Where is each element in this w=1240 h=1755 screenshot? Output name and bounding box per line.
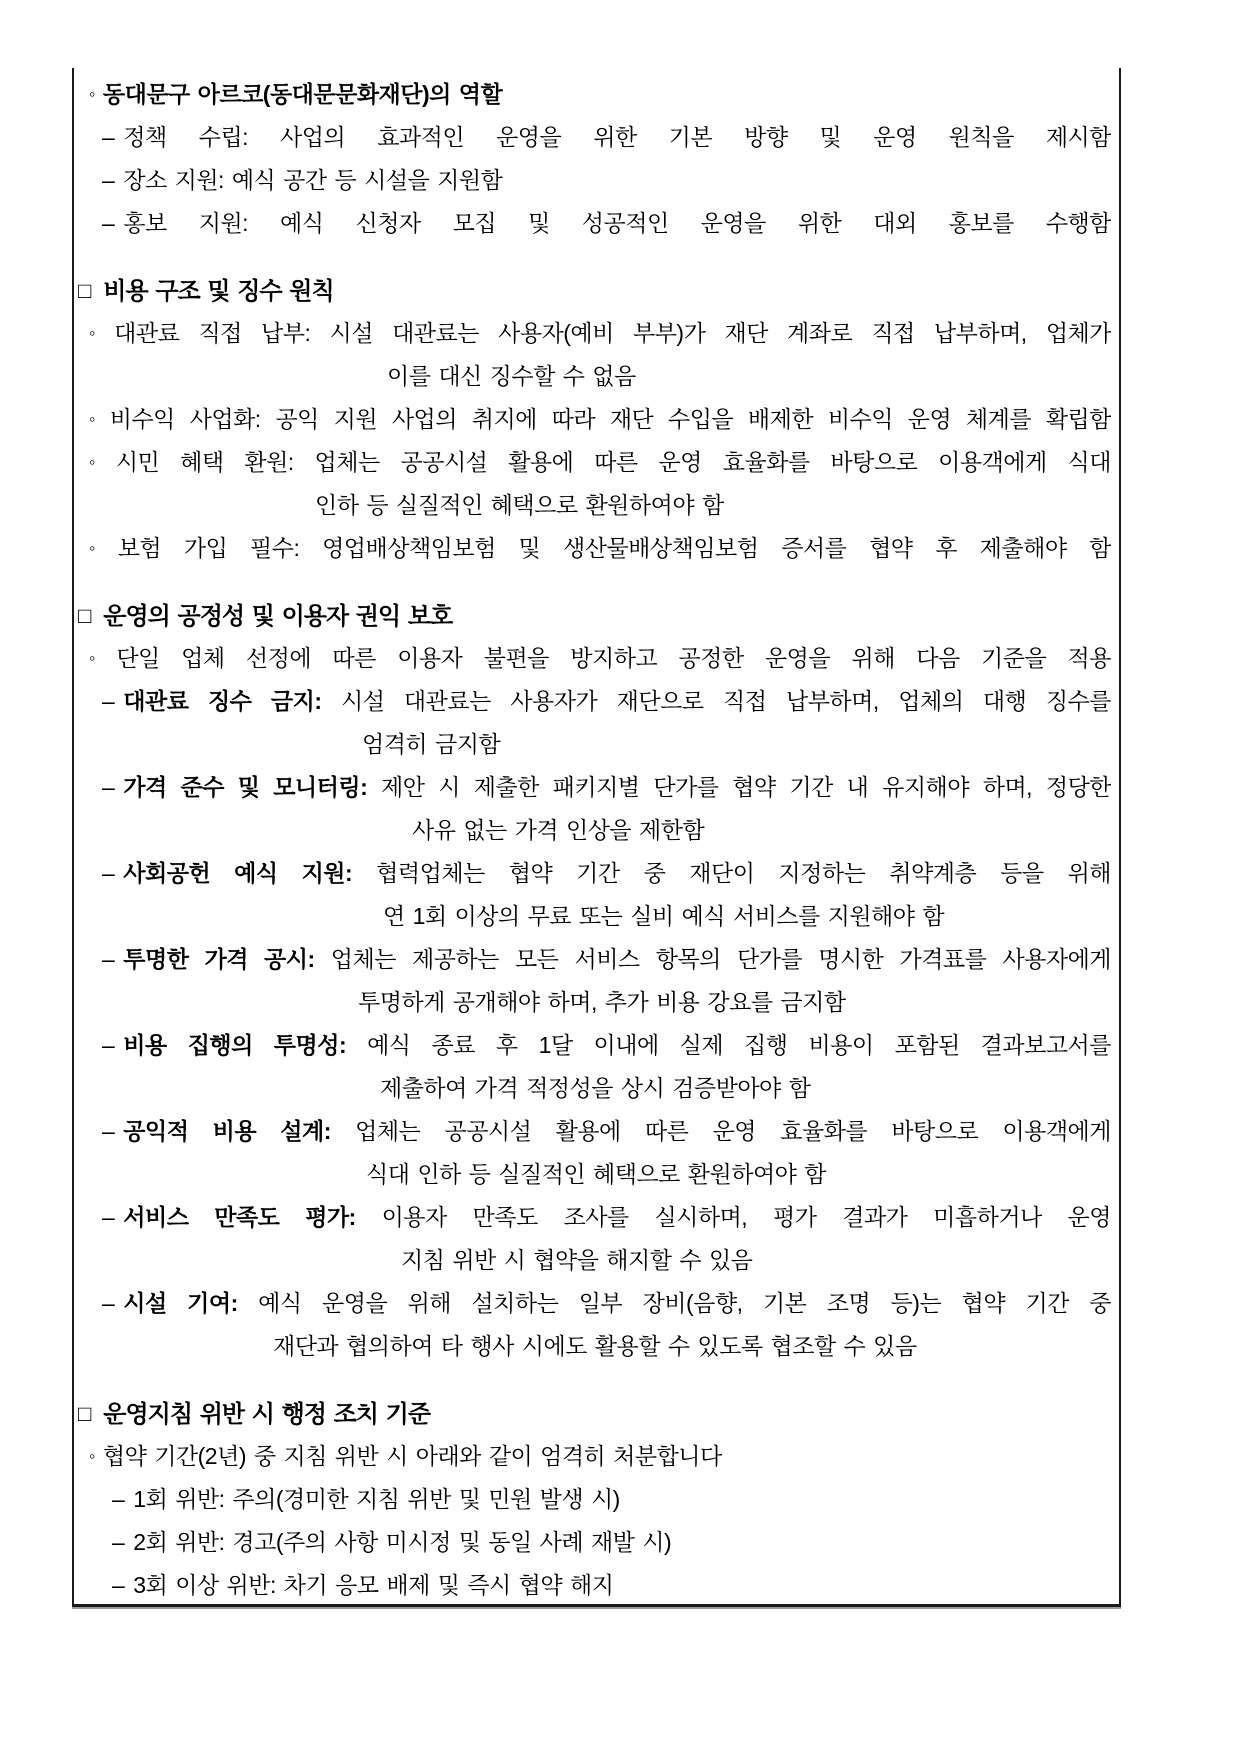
line-text: 시민 혜택 환원: 업체는 공공시설 활용에 따른 운영 효율화를 바탕으로 이용객에게 식대 <box>115 449 1111 475</box>
continuation-line <box>76 1239 1111 1282</box>
line-text: 2회 위반: 경고(주의 사항 미시정 및 동일 사례 재발 시) <box>133 1529 672 1555</box>
sub-item <box>76 1282 1111 1325</box>
continuation-line <box>76 484 1111 527</box>
circle-bullet-icon: ◦ <box>89 84 95 104</box>
sub-item <box>76 766 1111 809</box>
line-text: 협약 기간(2년) 중 지침 위반 시 아래와 같이 엄격히 처분합니다 <box>102 1443 722 1469</box>
line-text: 보험 가입 필수: 영업배상책임보험 및 생산물배상책임보험 증서를 협약 후 제출해야 함 <box>117 535 1111 561</box>
sub-item <box>76 680 1111 723</box>
sub-item <box>76 202 1111 245</box>
sub-item <box>76 938 1111 981</box>
paragraph-spacer <box>76 570 1111 594</box>
square-bullet-icon: □ <box>78 1401 91 1426</box>
item-label: 사회공헌 예식 지원: <box>123 860 353 886</box>
paragraph-spacer <box>76 245 1111 269</box>
line-text: 3회 이상 위반: 차기 응모 배제 및 즉시 협약 해지 <box>133 1572 614 1598</box>
bullet-item <box>76 527 1111 570</box>
line-text: 인하 등 실질적인 혜택으로 환원하여야 함 <box>315 492 724 518</box>
document-table-cell <box>72 68 1121 1607</box>
dash-bullet-icon: – <box>112 1486 125 1512</box>
continuation-line <box>76 1153 1111 1196</box>
line-text: 운영지침 위반 시 행정 조치 기준 <box>103 1401 431 1428</box>
dash-bullet-icon: – <box>102 1032 115 1058</box>
line-text: 대관료 직접 납부: 시설 대관료는 사용자(예비 부부)가 재단 계좌로 직접 납부하며, 업체가 <box>114 320 1111 346</box>
continuation-line <box>76 355 1111 398</box>
line-text: 1회 위반: 주의(경미한 지침 위반 및 민원 발생 시) <box>133 1486 620 1512</box>
line-text: 재단과 협의하여 타 행사 시에도 활용할 수 있도록 협조할 수 있음 <box>273 1333 917 1359</box>
line-text: 업체는 공공시설 활용에 따른 운영 효율화를 바탕으로 이용객에게 <box>355 1118 1111 1144</box>
line-text: 사유 없는 가격 인상을 제한함 <box>412 817 705 843</box>
sub-item <box>76 1110 1111 1153</box>
bullet-item <box>76 1435 1111 1478</box>
line-text: 홍보 지원: 예식 신청자 모집 및 성공적인 운영을 위한 대외 홍보를 수행함 <box>123 210 1111 236</box>
line-text: 업체는 제공하는 모든 서비스 항목의 단가를 명시한 가격표를 사용자에게 <box>330 946 1111 972</box>
dash-bullet-icon: – <box>102 774 115 800</box>
line-text: 정책 수립: 사업의 효과적인 운영을 위한 기본 방향 및 운영 원칙을 제시함 <box>123 124 1111 150</box>
circle-bullet-icon: ◦ <box>89 1446 95 1466</box>
square-bullet-icon: □ <box>78 278 91 303</box>
circle-bullet-icon: ◦ <box>89 323 107 343</box>
line-text: 제안 시 제출한 패키지별 단가를 협약 기간 내 유지해야 하며, 정당한 <box>381 774 1111 800</box>
dash-bullet-icon: – <box>102 124 115 150</box>
continuation-line <box>76 809 1111 852</box>
circle-bullet-icon: ◦ <box>89 409 102 429</box>
line-text: 이를 대신 징수할 수 없음 <box>387 363 636 389</box>
bullet-item <box>76 73 1111 116</box>
dash-bullet-icon: – <box>102 1118 115 1144</box>
square-bullet-icon: □ <box>78 603 91 628</box>
sub-item <box>76 1521 1111 1564</box>
line-text: 장소 지원: 예식 공간 등 시설을 지원함 <box>123 167 503 193</box>
line-text: 제출하여 가격 적정성을 상시 검증받아야 함 <box>380 1075 811 1101</box>
sub-item <box>76 1478 1111 1521</box>
line-text: 단일 업체 선정에 따른 이용자 불편을 방지하고 공정한 운영을 위해 다음 기준을 적용 <box>116 645 1111 671</box>
line-text: 동대문구 아르코(동대문문화재단)의 역할 <box>102 81 503 107</box>
dash-bullet-icon: – <box>102 1290 115 1316</box>
sub-item <box>76 852 1111 895</box>
dash-bullet-icon: – <box>102 210 115 236</box>
dash-bullet-icon: – <box>102 1204 115 1230</box>
paragraph-spacer <box>76 1368 1111 1392</box>
line-text: 예식 종료 후 1달 이내에 실제 집행 비용이 포함된 결과보고서를 <box>367 1032 1111 1058</box>
item-label: 공익적 비용 설계: <box>123 1118 331 1144</box>
line-text: 시설 대관료는 사용자가 재단으로 직접 납부하며, 업체의 대행 징수를 <box>341 688 1111 714</box>
continuation-line <box>76 895 1111 938</box>
bullet-item <box>76 441 1111 484</box>
line-text: 비용 구조 및 징수 원칙 <box>103 278 334 305</box>
line-text: 지침 위반 시 협약을 해지할 수 있음 <box>401 1247 753 1273</box>
circle-bullet-icon: ◦ <box>89 538 110 558</box>
continuation-line <box>76 723 1111 766</box>
sub-item <box>76 116 1111 159</box>
sub-item <box>76 1196 1111 1239</box>
dash-bullet-icon: – <box>102 860 115 886</box>
circle-bullet-icon: ◦ <box>89 452 108 472</box>
line-text: 비수익 사업화: 공익 지원 사업의 취지에 따라 재단 수입을 배제한 비수익 운영 체계를 확립함 <box>109 406 1111 432</box>
bullet-item <box>76 637 1111 680</box>
circle-bullet-icon: ◦ <box>89 648 109 668</box>
dash-bullet-icon: – <box>102 167 115 193</box>
line-text: 연 1회 이상의 무료 또는 실비 예식 서비스를 지원해야 함 <box>383 903 945 929</box>
section-heading <box>76 269 1111 312</box>
item-label: 대관료 징수 금지: <box>123 688 322 714</box>
item-label: 비용 집행의 투명성: <box>123 1032 347 1058</box>
dash-bullet-icon: – <box>112 1572 125 1598</box>
line-text: 식대 인하 등 실질적인 혜택으로 환원하여야 함 <box>366 1161 826 1187</box>
item-label: 가격 준수 및 모니터링: <box>123 774 368 800</box>
item-label: 투명한 가격 공시: <box>123 946 315 972</box>
dash-bullet-icon: – <box>102 946 115 972</box>
bullet-item <box>76 312 1111 355</box>
dash-bullet-icon: – <box>102 688 115 714</box>
line-text: 이용자 만족도 조사를 실시하며, 평가 결과가 미흡하거나 운영 <box>381 1204 1111 1230</box>
sub-item <box>76 1564 1111 1607</box>
line-text: 엄격히 금지함 <box>362 731 501 757</box>
section-heading <box>76 594 1111 637</box>
line-text: 운영의 공정성 및 이용자 권익 보호 <box>103 603 453 630</box>
sub-item <box>76 159 1111 202</box>
sub-item <box>76 1024 1111 1067</box>
section-heading <box>76 1392 1111 1435</box>
line-text: 협력업체는 협약 기간 중 재단이 지정하는 취약계층 등을 위해 <box>376 860 1111 886</box>
continuation-line <box>76 1325 1111 1368</box>
item-label: 시설 기여: <box>123 1290 238 1316</box>
item-label: 서비스 만족도 평가: <box>123 1204 356 1230</box>
line-text: 예식 운영을 위해 설치하는 일부 장비(음향, 기본 조명 등)는 협약 기간 중 <box>258 1290 1111 1316</box>
continuation-line <box>76 1067 1111 1110</box>
line-text: 투명하게 공개해야 하며, 추가 비용 강요를 금지함 <box>358 989 846 1015</box>
bullet-item <box>76 398 1111 441</box>
continuation-line <box>76 981 1111 1024</box>
dash-bullet-icon: – <box>112 1529 125 1555</box>
